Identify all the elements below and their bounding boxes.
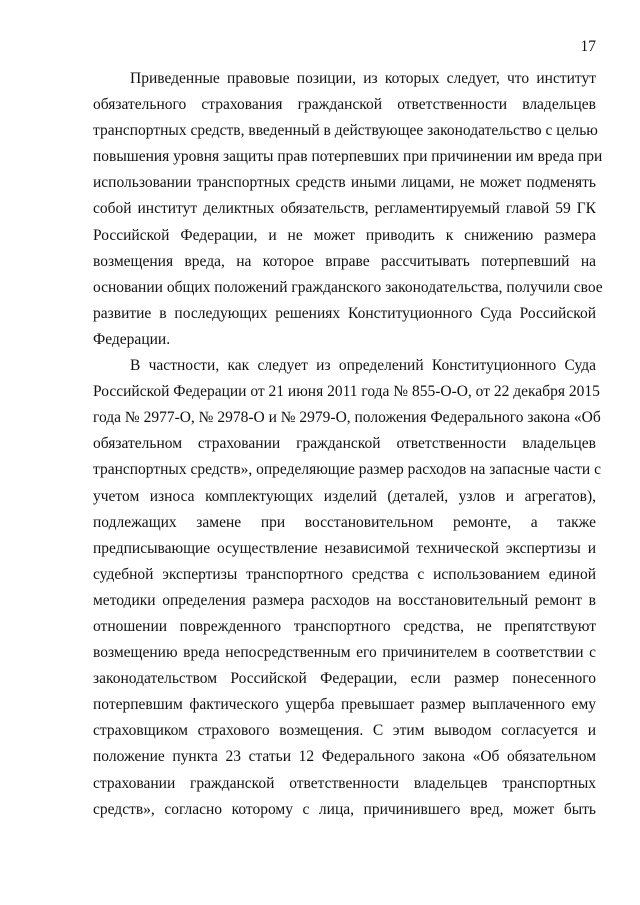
page-number: 17: [580, 38, 596, 55]
text-line: Приведенные правовые позиции, из которых следует, что институт: [130, 70, 596, 87]
text-line: страховании гражданской ответственности владельцев транспортных: [93, 774, 596, 792]
text-line: использовании транспортных средств иными лицами, не может подменять: [93, 174, 596, 192]
text-line: судебной экспертизы транспортного средства с использованием единой: [93, 565, 596, 583]
text-line: учетом износа комплектующих изделий (деталей, узлов и агрегатов),: [93, 487, 596, 505]
text-line: предписывающие осуществление независимой технической экспертизы и: [93, 539, 596, 557]
text-line: развитие в последующих решениях Конституционного Суда Российской: [93, 304, 596, 322]
text-line: Федерации.: [93, 330, 171, 348]
paragraph: [93, 66, 603, 353]
text-line: положение пункта 23 статьи 12 Федерального закона «Об обязательном: [93, 748, 596, 766]
text-line: обязательного страхования гражданской ответственности владельцев: [93, 96, 596, 114]
text-line: повышения уровня защиты прав потерпевших при причинении им вреда при: [93, 148, 603, 166]
text-line: методики определения размера расходов на восстановительный ремонт в: [93, 591, 596, 609]
text-line: основании общих положений гражданского законодательства, получили свое: [93, 278, 603, 296]
text-line: страховщиком страхового возмещения. С этим выводом согласуется и: [93, 722, 596, 740]
text-line: возмещения вреда, на которое вправе рассчитывать потерпевший на: [93, 252, 596, 270]
text-line: потерпевшим фактического ущерба превышает размер выплаченного ему: [93, 696, 596, 714]
text-line: транспортных средств», определяющие размер расходов на запасные части с: [93, 461, 601, 479]
paragraph: [93, 353, 601, 823]
text-line: обязательном страховании гражданской ответственности владельцев: [93, 435, 596, 453]
text-line: транспортных средств, введенный в действующее законодательство с целью: [93, 122, 598, 140]
text-line: В частности, как следует из определений Конституционного Суда: [130, 357, 596, 375]
text-line: Российской Федерации от 21 июня 2011 года № 855-О-О, от 22 декабря 2015: [93, 383, 600, 401]
text-line: средств», согласно которому с лица, причинившего вред, может быть: [93, 800, 596, 818]
text-line: собой институт деликтных обязательств, регламентируемый главой 59 ГК: [93, 200, 596, 218]
text-line: подлежащих замене при восстановительном ремонте, а также: [93, 513, 596, 531]
text-line: возмещению вреда непосредственным его причинителем в соответствии с: [93, 644, 596, 662]
text-line: законодательством Российской Федерации, если размер понесенного: [93, 670, 596, 688]
text-line: года № 2977-О, № 2978-О и № 2979-О, положения Федерального закона «Об: [93, 409, 601, 427]
text-line: Российской Федерации, и не может приводить к снижению размера: [93, 226, 596, 244]
text-line: отношении поврежденного транспортного средства, не препятствуют: [93, 617, 596, 635]
document-body: [93, 66, 603, 823]
